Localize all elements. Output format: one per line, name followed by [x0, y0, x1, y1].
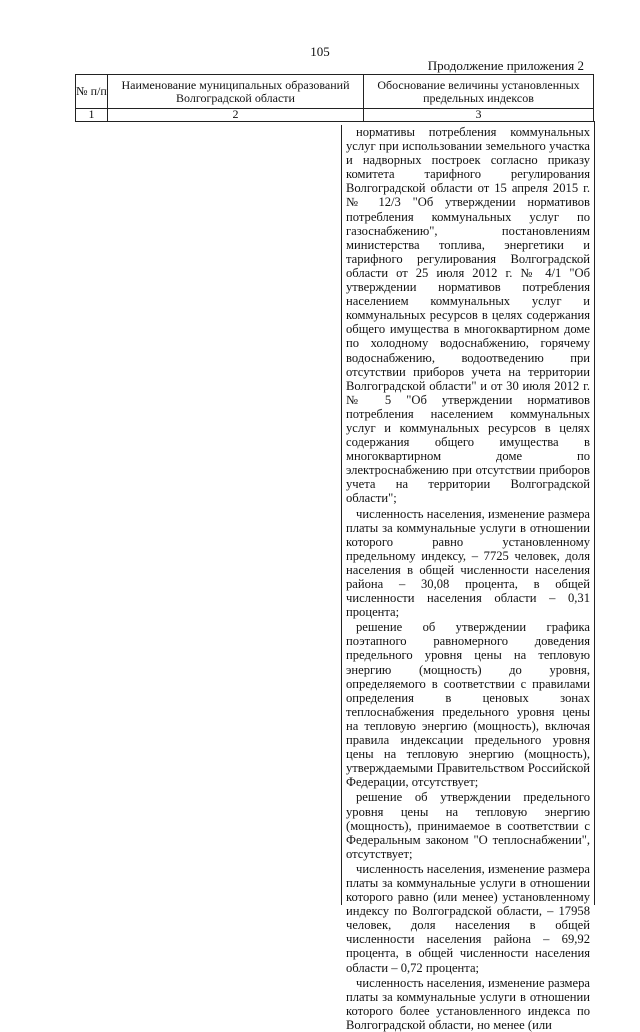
justification-paragraph: решение об утверждении графика поэтапного равномерного доведения предельного уровня цены на тепловую энергию (мощность) до уровня, определяемого в соответствии с правилами определения в ценовых зонах теплоснабжения предельного уровня цены на тепловую энергию (мощность), включая правила индексации предельного уровня цены на тепловую энергию (мощность), утверждаемыми Правительством Российской Федерации, отсутствует;	[346, 620, 590, 790]
column-numbers-row	[75, 107, 594, 122]
header-col-justification: Обоснование величины установленных предельных индексов	[364, 75, 594, 108]
continuation-label: Продолжение приложения 2	[427, 58, 584, 73]
column-number-1: 1	[75, 107, 108, 121]
column-number-3: 3	[364, 107, 594, 121]
justification-cell	[341, 125, 590, 1032]
header-col-municipality: Наименование муниципальных образований Волгоградской области	[108, 75, 364, 108]
justification-paragraph: решение об утверждении предельного уровня цены на тепловую энергию (мощность), принимаемое в соответствии с Федеральным законом "О теплоснабжении", отсутствует;	[346, 790, 590, 861]
header-row	[75, 74, 594, 109]
table-right-border	[594, 121, 595, 905]
justification-paragraph: нормативы потребления коммунальных услуг при использовании земельного участка и надворных построек согласно приказу комитета тарифного регулирования Волгоградской области от 15 апреля 2015 г. № 12/3 "Об утверждении нормативов потребления коммунальных услуг по газоснабжению", постановлениям министерства топлива, энергетики и тарифного регулирования Волгоградской области от 25 июля 2012 г. № 4/1 "Об утверждении нормативов потребления населением коммунальных услуг и коммунальных ресурсов в целях содержания общего имущества в многоквартирном доме по холодному водоснабжению, горячему водоснабжению, водоотведению при отсутствии приборов учета на территории Волгоградской области" и от 30 июля 2012 г. № 5 "Об утверждении нормативов потребления населением коммунальных услуг и коммунальных ресурсов в целях содержания общего имущества в многоквартирном доме по электроснабжению при отсутствии приборов учета на территории Волгоградской области";	[346, 125, 590, 506]
justification-paragraph: численность населения, изменение размера платы за коммунальные услуги в отношении которого равно (или менее) установленному индексу по Волгоградской области, – 17958 человек, доля населения в общей численности населения района – 69,92 процента, в общей численности населения области – 0,72 процента;	[346, 861, 590, 975]
justification-paragraph: численность населения, изменение размера платы за коммунальные услуги в отношении которого равно установленному предельному индексу, – 7725 человек, доля населения в общей численности населения района – 30,08 процента, в общей численности населения области – 0,31 процента;	[346, 506, 590, 620]
table-header	[75, 74, 594, 127]
justification-paragraph: численность населения, изменение размера платы за коммунальные услуги в отношении которого более установленного индекса по Волгоградской области, но менее (или	[346, 975, 590, 1032]
header-col-number: № п/п	[75, 75, 108, 108]
page-number: 105	[310, 44, 330, 59]
column-number-2: 2	[108, 107, 364, 121]
